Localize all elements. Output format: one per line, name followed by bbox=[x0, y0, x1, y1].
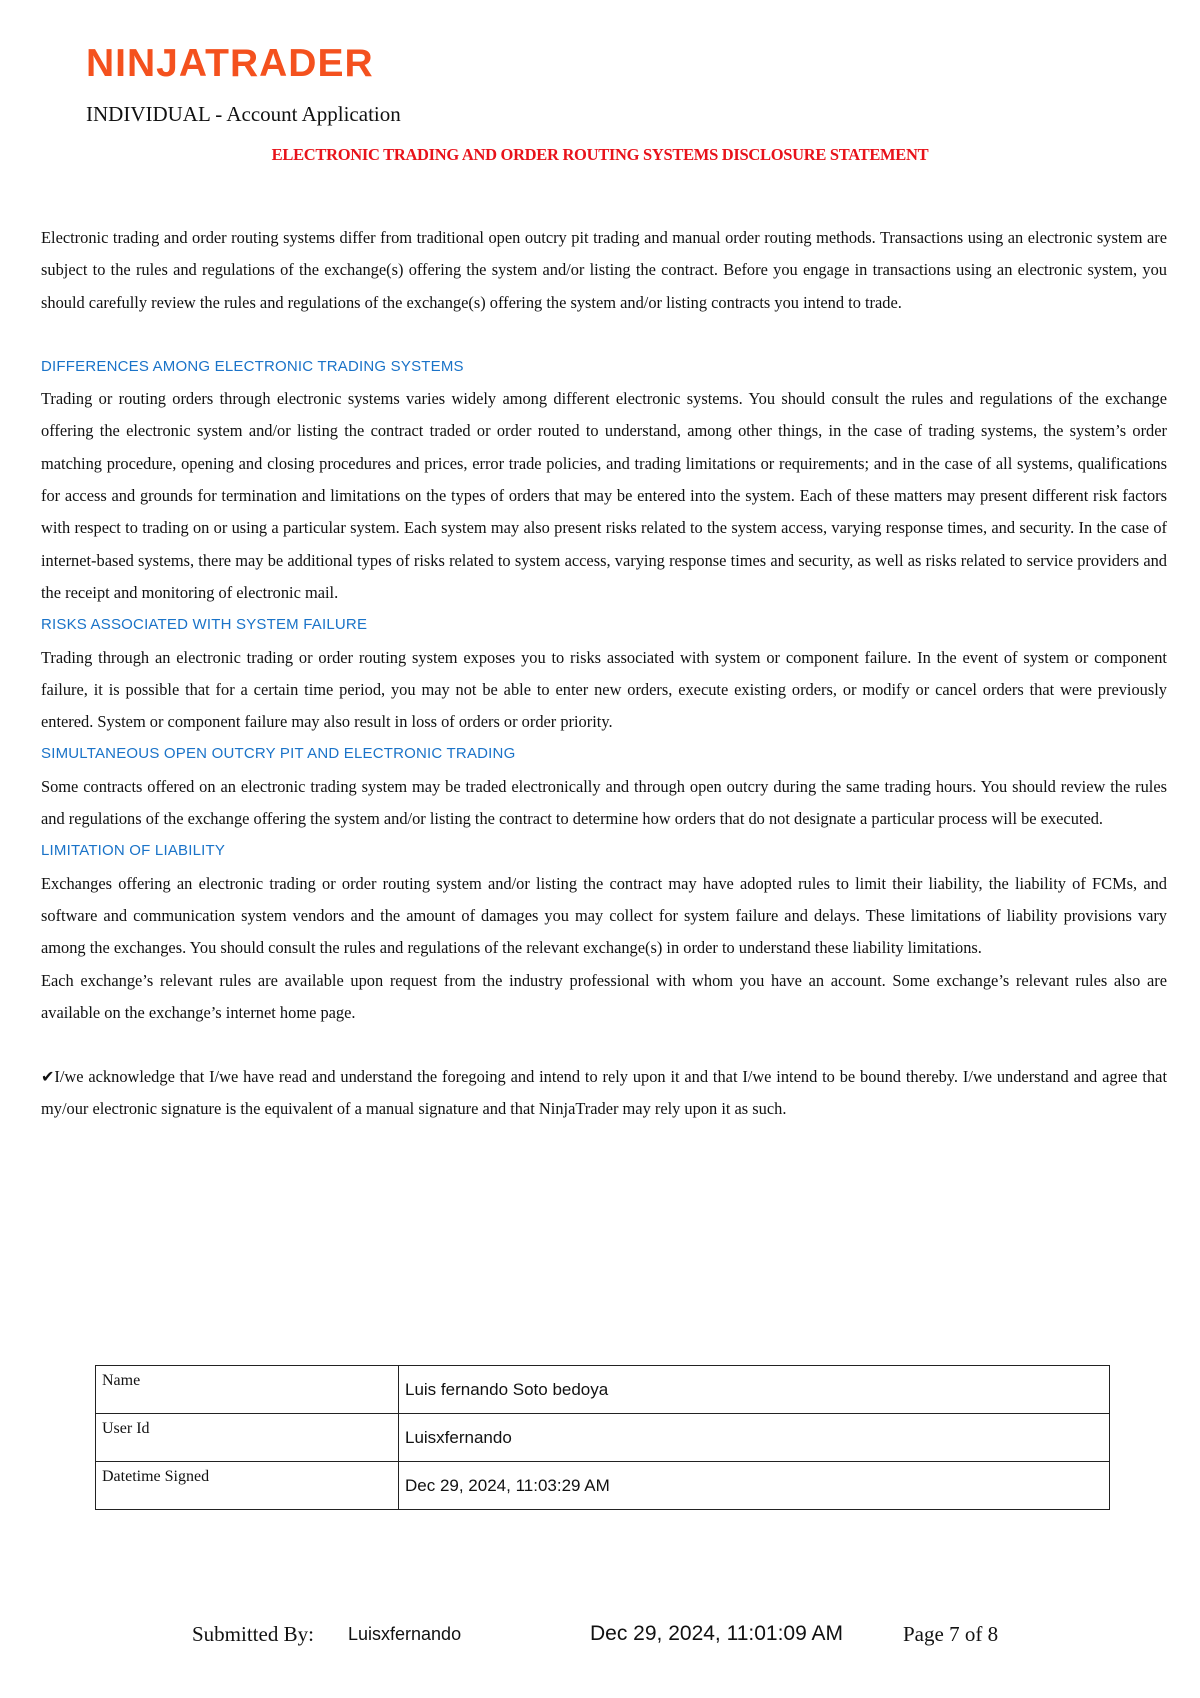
datetime-signed-value: Dec 29, 2024, 11:03:29 AM bbox=[399, 1462, 1110, 1510]
acknowledgement-text: I/we acknowledge that I/we have read and understand the foregoing and intend to rely upon it and that I/we intend to be bound thereby. I/we understand and agree that my/our electronic signature is the equivalent of a manual signature and that NinjaTrader may rely upon it as such. bbox=[41, 1067, 1167, 1119]
datetime-signed-label: Datetime Signed bbox=[96, 1462, 399, 1510]
section-text-exchange-rules: Each exchange’s relevant rules are available upon request from the industry professional with whom you have an account. Some exchange’s relevant rules also are available on the exchange’s internet home page. bbox=[41, 970, 1167, 1022]
disclosure-title: ELECTRONIC TRADING AND ORDER ROUTING SYSTEMS DISCLOSURE STATEMENT bbox=[271, 145, 929, 164]
table-row bbox=[96, 1366, 1110, 1414]
name-value: Luis fernando Soto bedoya bbox=[399, 1366, 1110, 1414]
section-heading-differences: DIFFERENCES AMONG ELECTRONIC TRADING SYSTEMS bbox=[41, 357, 464, 375]
section-text-simultaneous-trading: Some contracts offered on an electronic trading system may be traded electronically and through open outcry during the same trading hours. You should review the rules and regulations of the exchange offering the system and/or listing the contract to determine how orders that do not designate a particular process will be executed. bbox=[41, 776, 1167, 829]
disclosure-body bbox=[41, 222, 1167, 1126]
user-id-label: User Id bbox=[96, 1414, 399, 1462]
table-row bbox=[96, 1414, 1110, 1462]
user-id-value: Luisxfernando bbox=[399, 1414, 1110, 1462]
table-row bbox=[96, 1462, 1110, 1510]
section-text-differences: Trading or routing orders through electronic systems varies widely among different electronic systems. You should consult the rules and regulations of the exchange offering the electronic system and/or listing the contract traded or order routed to understand, among other things, in the case of trading systems, the system’s order matching procedure, opening and closing procedures and prices, error trade policies, and trading limitations or requirements; and in the case of all systems, qualifications for access and grounds for termination and limitations on the types of orders that may be entered into the system. Each of these matters may present different risk factors with respect to trading on or using a particular system. Each system may also present risks related to the system access, varying response times, and security. In the case of internet-based systems, there may be additional types of risks related to system access, varying response times and security, as well as risks related to service providers and the receipt and monitoring of electronic mail. bbox=[41, 389, 1167, 602]
footer-date: Dec 29, 2024, 11:01:09 AM bbox=[590, 1622, 843, 1645]
section-heading-simultaneous-trading: SIMULTANEOUS OPEN OUTCRY PIT AND ELECTRONIC TRADING bbox=[41, 745, 516, 763]
signature-table bbox=[95, 1365, 1110, 1510]
section-heading-limitation-of-liability: LIMITATION OF LIABILITY bbox=[41, 842, 226, 860]
application-title: INDIVIDUAL - Account Application bbox=[86, 102, 401, 126]
section-text-limitation-of-liability: Exchanges offering an electronic trading or order routing system and/or listing the contract may have adopted rules to limit their liability, the liability of FCMs, and software and communication system vendors and the amount of damages you may collect for system failure and delays. These limitations of liability provisions vary among the exchanges. You should consult the rules and regulations of the relevant exchange(s) in order to understand these liability limitations. bbox=[41, 873, 1167, 958]
submitted-by-value: Luisxfernando bbox=[348, 1624, 462, 1644]
acknowledgement-paragraph bbox=[41, 1061, 1167, 1126]
submitted-by-label: Submitted By: bbox=[192, 1622, 314, 1646]
page-number: Page 7 of 8 bbox=[903, 1622, 999, 1646]
checkmark-icon: ✔ bbox=[41, 1067, 55, 1087]
intro-paragraph: Electronic trading and order routing systems differ from traditional open outcry pit trading and manual order routing methods. Transactions using an electronic system are subject to the rules and regulations of the exchange(s) offering the system and/or listing the contract. Before you engage in transactions using an electronic system, you should carefully review the rules and regulations of the exchange(s) offering the system and/or listing contracts you intend to trade. bbox=[41, 228, 1167, 312]
section-heading-system-failure: RISKS ASSOCIATED WITH SYSTEM FAILURE bbox=[41, 616, 368, 634]
ninjatrader-logo: NINJATRADER bbox=[86, 42, 374, 85]
name-label: Name bbox=[96, 1366, 399, 1414]
page-footer bbox=[0, 1622, 1200, 1652]
section-text-system-failure: Trading through an electronic trading or order routing system exposes you to risks associated with system or component failure. In the event of system or component failure, it is possible that for a certain time period, you may not be able to enter new orders, execute existing orders, or modify or cancel orders that were previously entered. System or component failure may also result in loss of orders or order priority. bbox=[41, 647, 1167, 732]
